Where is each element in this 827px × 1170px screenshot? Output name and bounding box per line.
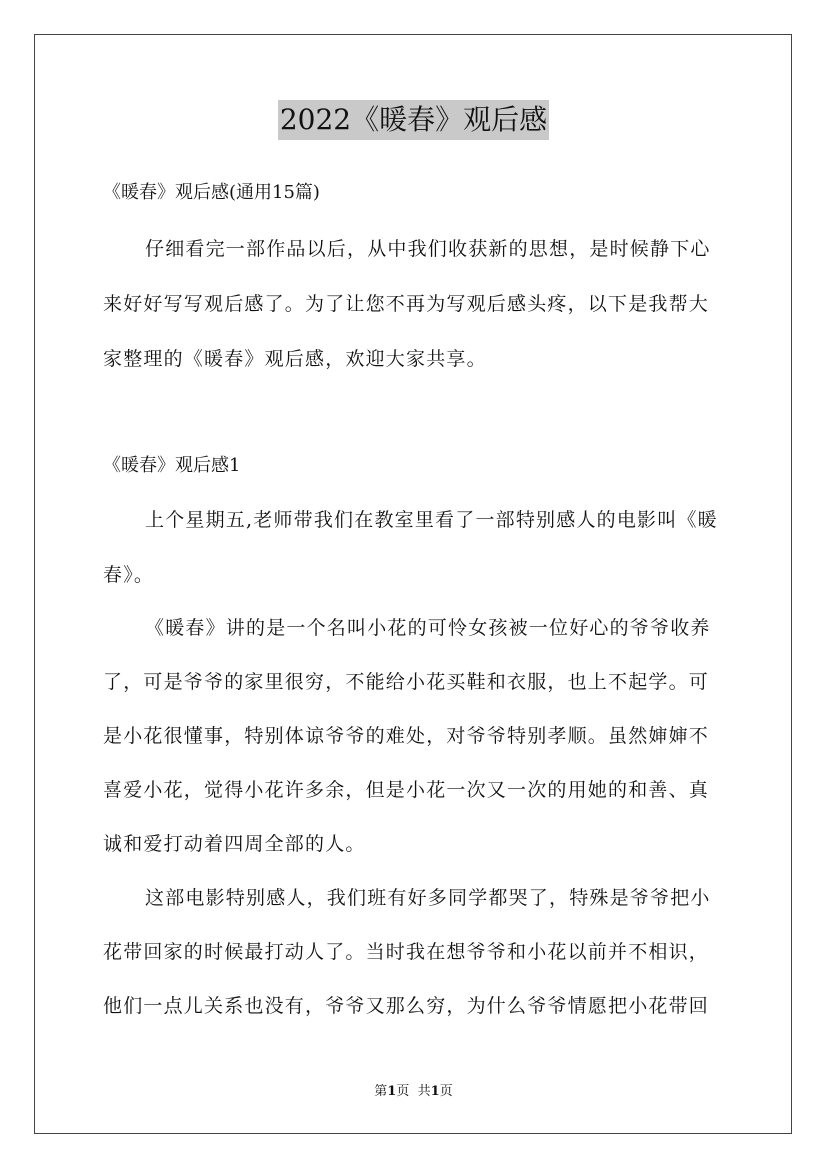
intro-line: 家整理的《暖春》观后感，欢迎大家共享。	[103, 348, 487, 370]
paragraph-line: 诚和爱打动着四周全部的人。	[103, 833, 366, 855]
paragraph-line: 是小花很懂事，特别体谅爷爷的难处，对爷爷特别孝顺。虽然婶婶不	[103, 725, 710, 747]
paragraph-line: 他们一点儿关系也没有，爷爷又那么穷，为什么爷爷情愿把小花带回	[103, 995, 710, 1017]
paragraph-line: 喜爱小花，觉得小花许多余，但是小花一次又一次的用她的和善、真	[103, 779, 710, 801]
paragraph-line: 花带回家的时候最打动人了。当时我在想爷爷和小花以前并不相识，	[103, 941, 710, 963]
paragraph-line: 《暖春》讲的是一个名叫小花的可怜女孩被一位好心的爷爷收养	[145, 617, 711, 639]
paragraph-line: 春》。	[103, 564, 155, 586]
footer-total-prefix: 共	[417, 1084, 431, 1099]
footer-page-number: 1	[387, 1084, 397, 1099]
intro-line: 仔细看完一部作品以后，从中我们收获新的思想，是时候静下心	[145, 238, 711, 260]
intro-line: 来好好写写观后感了。为了让您不再为写观后感头疼，以下是我帮大	[103, 293, 710, 315]
footer-page-prefix: 第	[374, 1084, 388, 1099]
footer-page-suffix: 页	[396, 1084, 410, 1099]
paragraph-line: 了，可是爷爷的家里很穷，不能给小花买鞋和衣服，也上不起学。可	[103, 671, 710, 693]
document-title: 2022《暖春》观后感	[278, 100, 549, 140]
footer-total-number: 1	[430, 1084, 440, 1099]
footer-total-suffix: 页	[439, 1084, 453, 1099]
paragraph-line: 上个星期五,老师带我们在教室里看了一部特别感人的电影叫《暖	[145, 509, 718, 531]
document-subtitle: 《暖春》观后感(通用15篇)	[103, 182, 320, 203]
section-heading: 《暖春》观后感1	[103, 455, 241, 476]
paragraph-line: 这部电影特别感人，我们班有好多同学都哭了，特殊是爷爷把小	[145, 887, 711, 909]
page-footer	[0, 1084, 827, 1100]
title-wrap	[0, 100, 827, 140]
